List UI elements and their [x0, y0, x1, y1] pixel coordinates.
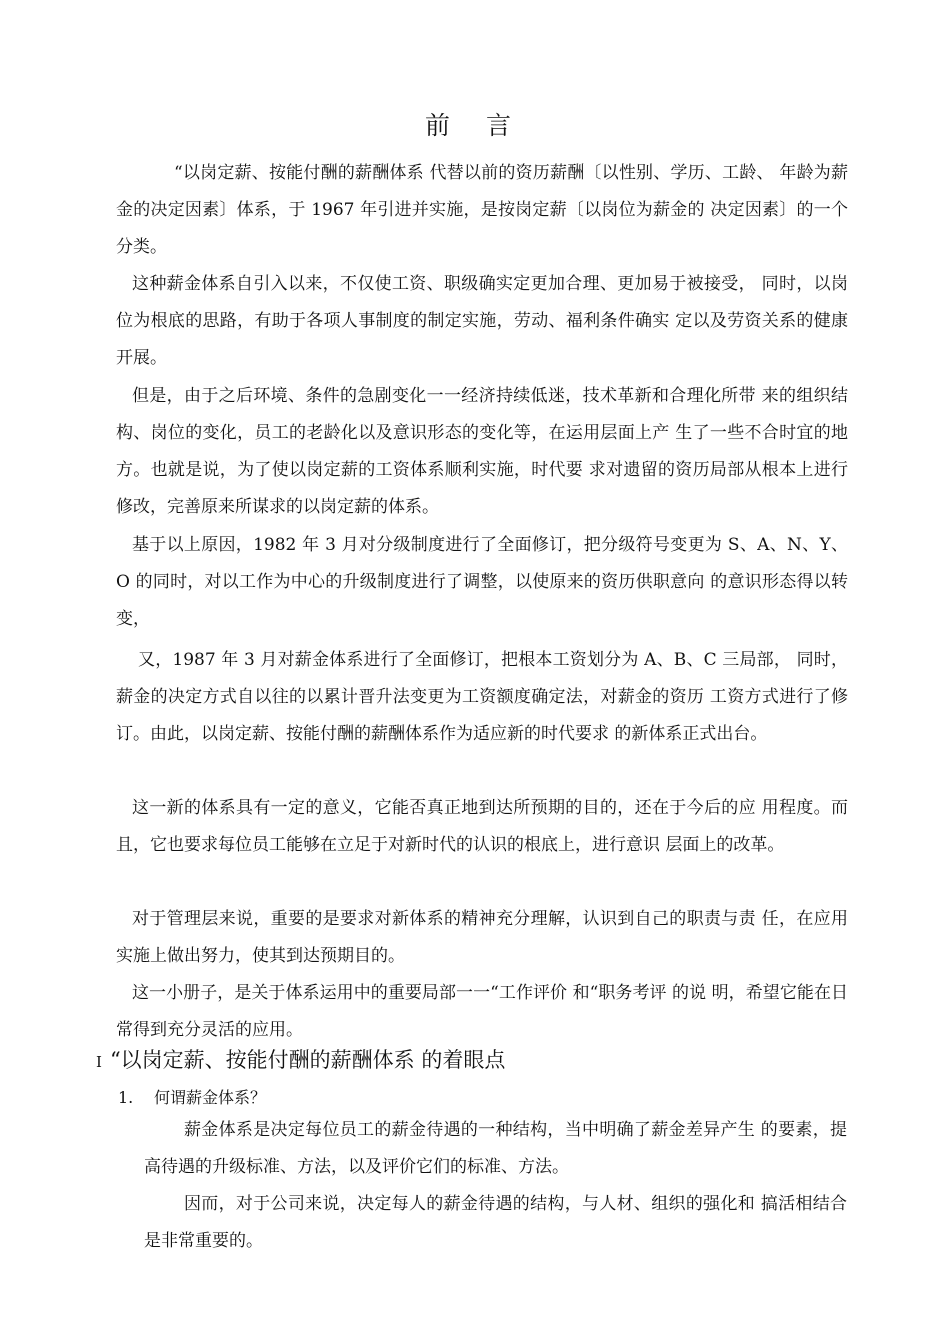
subsection-heading — [118, 1085, 266, 1111]
preface-paragraph-5: 又，1987 年 3 月对薪金体系进行了全面修订，把根本工资划分为 A、B、C 三局部， 同时，薪金的决定方式自以往的以累计晋升法变更为工资额度确定法，对薪金的资历 工资方式进行了修订。由此，以岗定薪、按能付酬的薪酬体系作为适应新的时代要求 的新体系正式出台。 — [116, 650, 848, 744]
subsection-paragraph-1: 薪金体系是决定每位员工的薪金待遇的一种结构，当中明确了薪金差异产生 的要素，提高待遇的升级标准、方法，以及评价它们的标准、方法。 — [144, 1120, 847, 1177]
section-heading-text: “以岗定薪、按能付酬的薪酬体系 的着眼点 — [109, 1048, 506, 1072]
section-heading — [96, 1043, 505, 1079]
preface-paragraph-6: 这一新的体系具有一定的意义，它能否真正地到达所预期的目的，还在于今后的应 用程度。而且，它也要求每位员工能够在立足于对新时代的认识的根底上，进行意识 层面上的改革。 — [116, 798, 848, 855]
preface-paragraph-3: 但是，由于之后环境、条件的急剧变化一一经济持续低迷，技术革新和合理化所带 来的组织结构、岗位的变化，员工的老龄化以及意识形态的变化等，在运用层面上产 生了一些不合时宜的地方。也就是说，为了使以岗定薪的工资体系顺利实施，时代要 求对遗留的资历局部从根本上进行修改，完善原来所谋求的以岗定薪的体系。 — [116, 386, 848, 517]
subsection-heading-text: 何谓薪金体系？ — [154, 1088, 267, 1107]
preface-paragraph-4: 基于以上原因，1982 年 3 月对分级制度进行了全面修订，把分级符号变更为 S、A、N、Y、O 的同时，对以工作为中心的升级制度进行了调整，以使原来的资历供职意向 的意识形态得以转变， — [116, 535, 848, 629]
page-title: 前 言 — [425, 111, 525, 140]
section-number: I — [96, 1053, 102, 1071]
preface-paragraph-2: 这种薪金体系自引入以来，不仅使工资、职级确实定更加合理、更加易于被接受， 同时，以岗位为根底的思路，有助于各项人事制度的制定实施，劳动、福利条件确实 定以及劳资关系的健康开展。 — [116, 274, 848, 368]
subsection-number: 1. — [118, 1088, 134, 1107]
subsection-paragraph-2: 因而，对于公司来说，决定每人的薪金待遇的结构，与人材、组织的强化和 搞活相结合是非常重要的。 — [144, 1194, 847, 1251]
preface-paragraph-1: “以岗定薪、按能付酬的薪酬体系 代替以前的资历薪酬〔以性别、学历、工龄、 年龄为薪金的决定因素〕体系，于 1967 年引进并实施，是按岗定薪〔以岗位为薪金的 决定因素〕的一个分类。 — [116, 163, 848, 257]
preface-paragraph-7: 对于管理层来说，重要的是要求对新体系的精神充分理解，认识到自己的职责与责 任，在应用实施上做出努力，使其到达预期目的。 — [116, 909, 848, 966]
preface-paragraph-8: 这一小册子，是关于体系运用中的重要局部一一“工作评价 和“职务考评 的说 明，希望它能在日常得到充分灵活的应用。 — [116, 983, 848, 1040]
